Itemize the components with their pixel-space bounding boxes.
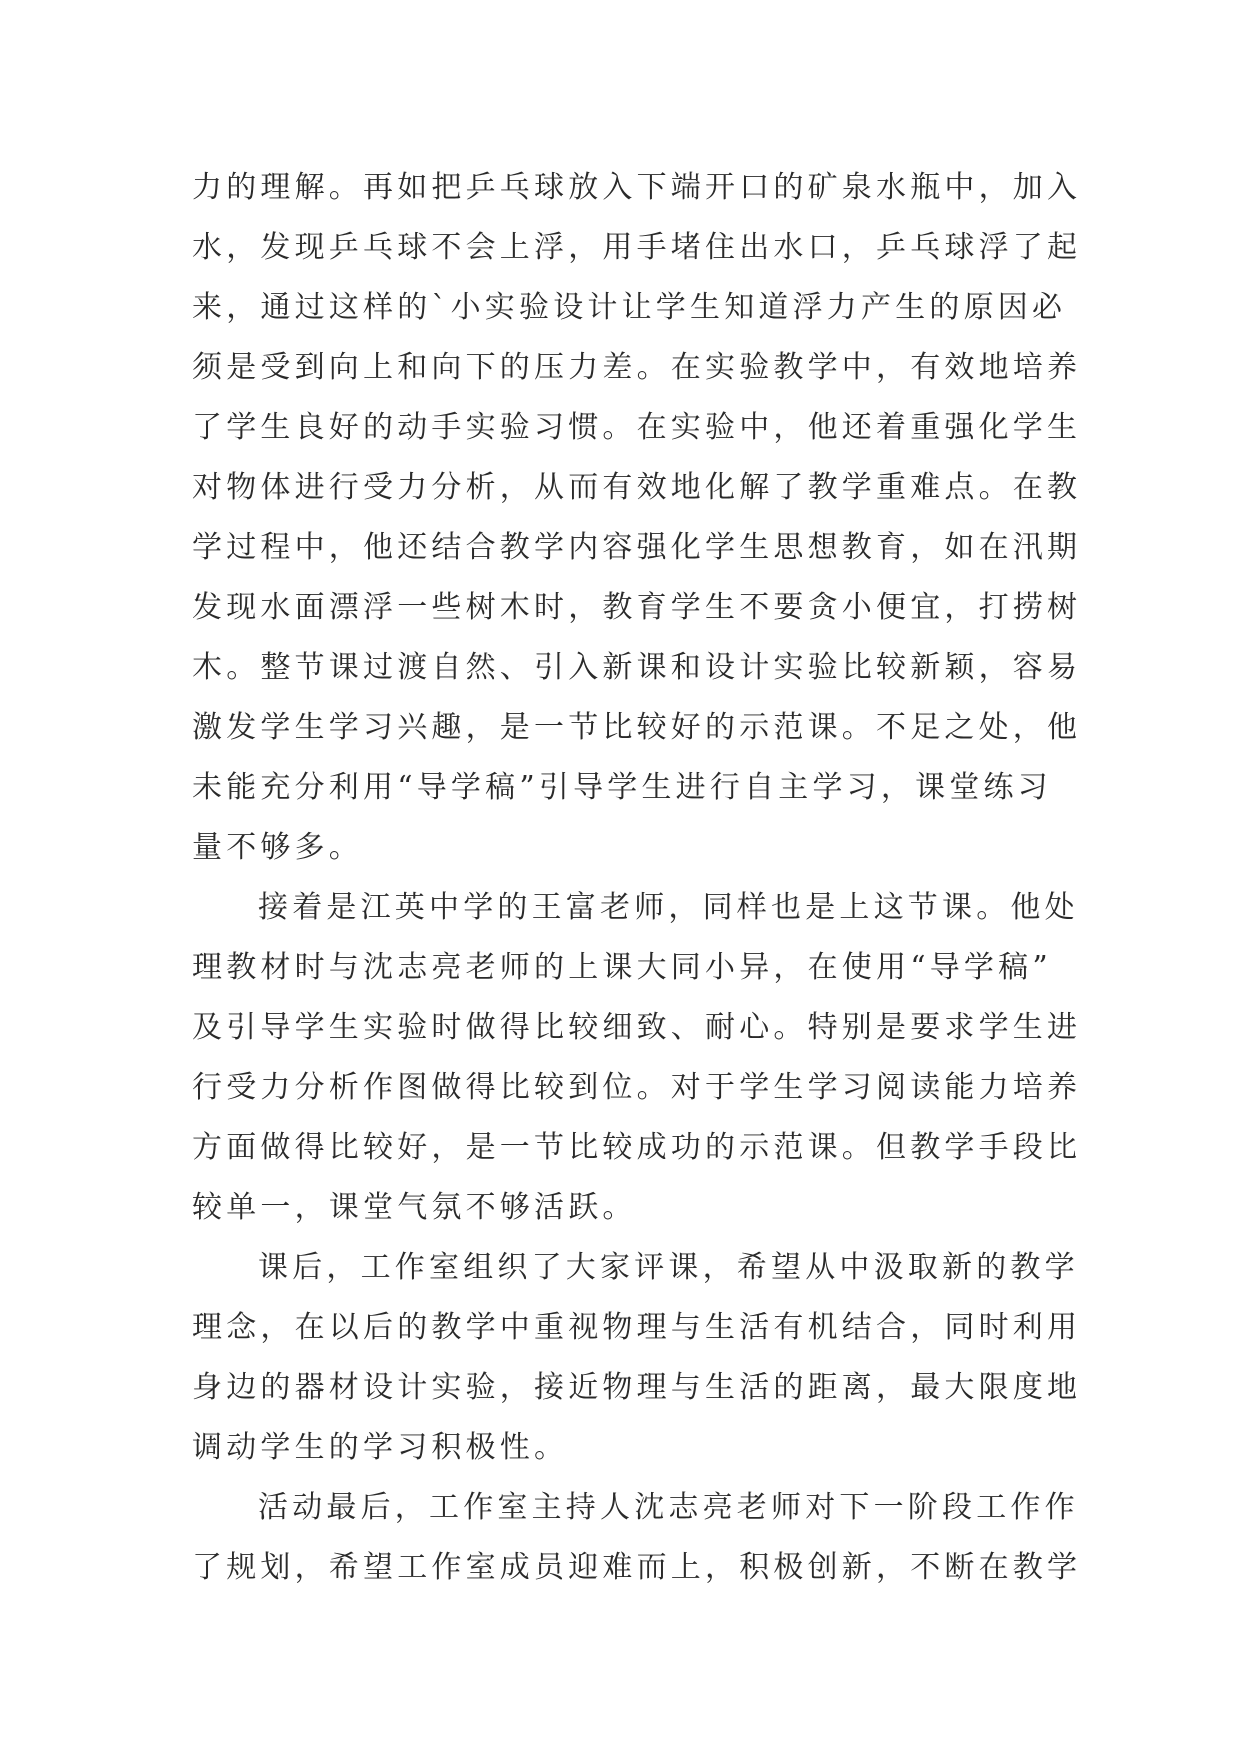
text-line: 发现水面漂浮一些树木时，教育学生不要贪小便宜，打捞树: [192, 590, 1082, 625]
text-line: 力的理解。再如把乒乓球放入下端开口的矿泉水瓶中，加入: [192, 170, 1082, 205]
body-text: [192, 158, 1082, 1598]
paragraph-start-line: 接着是江英中学的王富老师，同样也是上这节课。他处: [258, 890, 1079, 925]
text-line: 激发学生学习兴趣，是一节比较好的示范课。不足之处，他: [192, 710, 1082, 745]
text-line: 理念，在以后的教学中重视物理与生活有机结合，同时利用: [192, 1310, 1082, 1345]
text-line: 方面做得比较好，是一节比较成功的示范课。但教学手段比: [192, 1130, 1082, 1165]
text-line: 来，通过这样的`小实验设计让学生知道浮力产生的原因必: [192, 290, 1067, 325]
text-line: 较单一，课堂气氛不够活跃。: [192, 1190, 637, 1225]
text-line: 未能充分利用“导学稿”引导学生进行自主学习，课堂练习: [192, 770, 1052, 805]
text-line: 行受力分析作图做得比较到位。对于学生学习阅读能力培养: [192, 1070, 1082, 1105]
text-line: 量不够多。: [192, 830, 363, 865]
text-line: 调动学生的学习积极性。: [192, 1430, 569, 1465]
paragraph-start-line: 课后，工作室组织了大家评课，希望从中汲取新的教学: [258, 1250, 1079, 1285]
paragraph-start-line: 活动最后，工作室主持人沈志亮老师对下一阶段工作作: [258, 1490, 1079, 1525]
text-line: 木。整节课过渡自然、引入新课和设计实验比较新颖，容易: [192, 650, 1082, 685]
text-line: 学过程中，他还结合教学内容强化学生思想教育，如在汛期: [192, 530, 1082, 565]
text-line: 水，发现乒乓球不会上浮，用手堵住出水口，乒乓球浮了起: [192, 230, 1082, 265]
text-line: 对物体进行受力分析，从而有效地化解了教学重难点。在教: [192, 470, 1082, 505]
text-line: 了规划，希望工作室成员迎难而上，积极创新，不断在教学: [192, 1550, 1082, 1585]
text-line: 须是受到向上和向下的压力差。在实验教学中，有效地培养: [192, 350, 1082, 385]
text-line: 身边的器材设计实验，接近物理与生活的距离，最大限度地: [192, 1370, 1082, 1405]
text-line: 了学生良好的动手实验习惯。在实验中，他还着重强化学生: [192, 410, 1082, 445]
text-line: 理教材时与沈志亮老师的上课大同小异，在使用“导学稿”: [192, 950, 1052, 985]
text-line: 及引导学生实验时做得比较细致、耐心。特别是要求学生进: [192, 1010, 1082, 1045]
